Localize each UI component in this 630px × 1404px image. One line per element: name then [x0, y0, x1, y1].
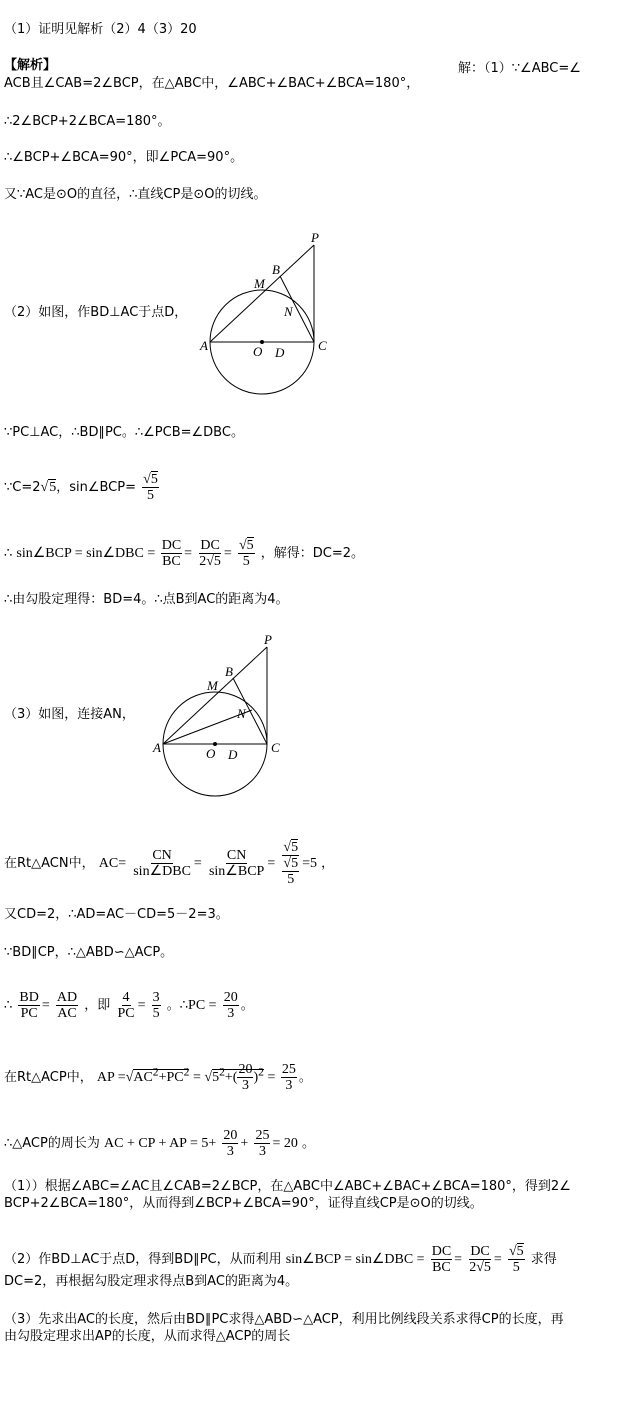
summary-s1a: （1））根据∠ABC=∠AC且∠CAB=2∠BCP，在△ABC中∠ABC+∠BAC+∠BCA=180°，得到2∠: [4, 1179, 571, 1194]
part2-line1: ∵PC⊥AC，∴BD∥PC。∴∠PCB=∠DBC。: [4, 425, 244, 440]
part1-line2: ∴2∠BCP+2∠BCA=180°。: [4, 114, 171, 129]
part1-head-right: 解：（1）∵∠ABC=∠: [458, 61, 581, 76]
part2-line2: ∵C=2√5，sin∠BCP= $\frac{√5}{5}$: [4, 472, 158, 503]
label-d: D: [228, 747, 238, 762]
label-c: C: [318, 338, 327, 353]
part1-line3: ∴∠BCP+∠BCA=90°，即∠PCA=90°。: [4, 150, 244, 165]
part3-line6: ∴△ACP的周长为 AC + CP + AP = 5+ $\frac{20}{3}$ + $\frac{25}{3}$ = 20 。: [4, 1128, 315, 1159]
part3-line2: 又CD=2，∴AD=AC－CD=5－2=3。: [4, 907, 229, 922]
label-n: N: [284, 304, 293, 319]
label-c: C: [271, 740, 280, 755]
part3-line4: ∴ $\frac{BD}{PC}$ = $\frac{AD}{AC}$ ，即 $\frac{4}{PC}$ = $\frac{3}{5}$ 。∴PC = $\frac{20}{3}$ 。: [4, 990, 254, 1021]
label-n: N: [237, 706, 246, 721]
part2-line4: ∴由勾股定理得：BD=4。∴点B到AC的距离为4。: [4, 592, 289, 607]
label-p: P: [264, 632, 272, 647]
label-a: A: [153, 740, 161, 755]
part2-intro: （2）如图，作BD⊥AC于点D，: [4, 305, 188, 320]
summary-s2a: （2）作BD⊥AC于点D，得到BD∥PC，从而利用 sin∠BCP = sin∠DBC = $\frac{DC}{BC}$ = $\frac{DC}{2√5}$ = $\frac{√5}{5}$ 求得: [4, 1244, 557, 1275]
summary-s3b: 由勾股定理求出AP的长度，从而求得△ACP的周长: [4, 1329, 291, 1344]
label-m: M: [207, 678, 218, 693]
part3-intro: （3）如图，连接AN，: [4, 707, 135, 722]
label-b: B: [272, 262, 280, 277]
label-a: A: [200, 338, 208, 353]
summary-s2c: DC=2，再根据勾股定理求得点B到AC的距离为4。: [4, 1274, 299, 1289]
label-o: O: [253, 344, 263, 359]
line-ap: [163, 647, 267, 744]
part3-line3: ∵BD∥CP，∴△ABD∽△ACP。: [4, 945, 174, 960]
part1-line4: 又∵AC是⊙O的直径，∴直线CP是⊙O的切线。: [4, 187, 267, 202]
line-ap: [210, 245, 314, 342]
answer-line: （1）证明见解析（2）4（3）20: [4, 22, 197, 37]
label-o: O: [206, 746, 216, 761]
label-p: P: [311, 230, 319, 245]
summary-s3a: （3）先求出AC的长度，然后由BD∥PC求得△ABD∽△ACP，利用比例线段关系求得CP的长度，再: [4, 1312, 564, 1327]
label-m: M: [254, 276, 265, 291]
label-d: D: [275, 345, 285, 360]
part2-line3: ∴ sin∠BCP = sin∠DBC = $\frac{DC}{BC}$ = $\frac{DC}{2√5}$ = $\frac{√5}{5}$ ，解得：DC=2。: [4, 538, 365, 569]
analysis-title: 【解析】: [4, 58, 57, 73]
part3-line5: 在Rt△ACP中， AP $=√AC^2+PC^2 = √5^2+$( $\frac{20}{3}$ )$^2$ = $\frac{25}{3}$ 。: [4, 1062, 312, 1094]
part1-line1: ACB且∠CAB=2∠BCP，在△ABC中，∠ABC+∠BAC+∠BCA=180°，: [4, 76, 420, 91]
part3-line1: 在Rt△ACN中， AC= $\frac{CN}{\text{sin∠DBC}}$ = $\frac{CN}{\text{sin∠BCP}}$ = $\frac{√5}{\frac{√5}{5}}$ =5 ，: [4, 840, 335, 887]
geometry-figure-2: [148, 632, 298, 802]
summary-s1b: BCP+2∠BCA=180°，从而得到∠BCP+∠BCA=90°，证得直线CP是⊙O的切线。: [4, 1196, 483, 1211]
geometry-figure-1: [195, 230, 345, 400]
label-b: B: [225, 664, 233, 679]
